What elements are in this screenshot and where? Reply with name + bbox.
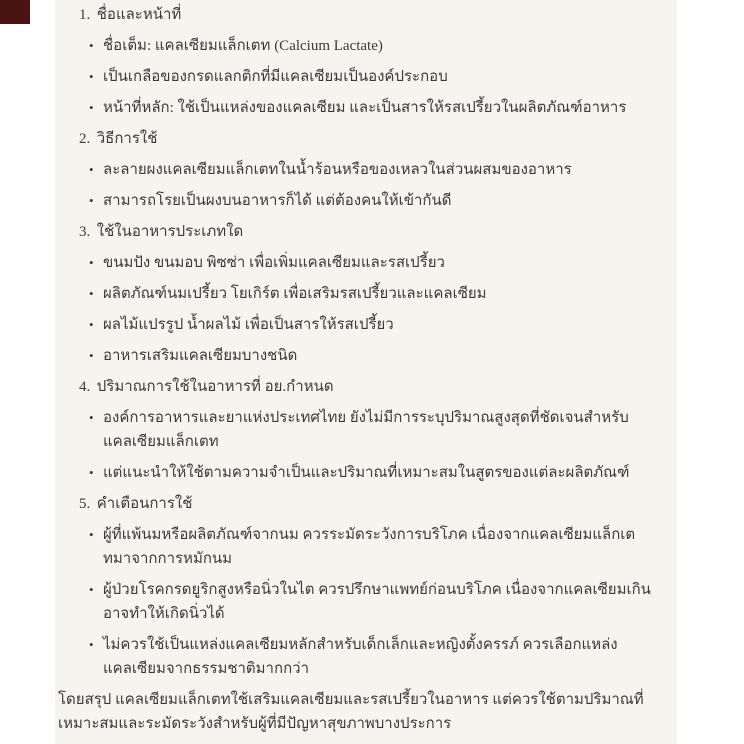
list-item-text: ผลิตภัณฑ์นมเปรี้ยว โยเกิร์ต เพื่อเสริมรสเปรี้ยวและแคลเซียม xyxy=(103,286,487,302)
document-panel xyxy=(55,0,677,744)
section-heading xyxy=(55,220,657,244)
list-item-text: อาหารเสริมแคลเซียมบางชนิด xyxy=(103,348,298,364)
list-item-text: ไม่ควรใช้เป็นแหล่งแคลเซียมหลักสำหรับเด็กเล็กและหญิงตั้งครรภ์ ควรเลือกแหล่งแคลเซียมจากธรรมชาติมากกว่า xyxy=(103,637,618,677)
section-heading xyxy=(55,127,657,151)
list-item-text: ผู้ที่แพ้นมหรือผลิตภัณฑ์จากนม ควรระมัดระวังการบริโภค เนื่องจากแคลเซียมแล็กเตทมาจากการหมักนม xyxy=(103,527,636,567)
list-item xyxy=(55,523,657,571)
section-title: ชื่อและหน้าที่ xyxy=(96,7,182,23)
list-item-text: หน้าที่หลัก: ใช้เป็นแหล่งของแคลเซียม และเป็นสารให้รสเปรี้ยวในผลิตภัณฑ์อาหาร xyxy=(103,100,627,116)
bullet-icon xyxy=(89,523,94,547)
section-number: 1. xyxy=(79,7,91,23)
bullet-icon xyxy=(89,282,94,306)
list-item xyxy=(55,158,657,182)
section-number: 5. xyxy=(79,496,91,512)
list-item xyxy=(55,578,657,626)
summary-paragraph: โดยสรุป แคลเซียมแล็กเตทใช้เสริมแคลเซียมและรสเปรี้ยวในอาหาร แต่ควรใช้ตามปริมาณที่เหมาะสมและระมัดระวังสำหรับผู้ที่มีปัญหาสุขภาพบางประการ xyxy=(58,692,644,732)
list-item xyxy=(55,461,657,485)
list-item xyxy=(55,65,657,89)
section-number: 4. xyxy=(79,379,91,395)
bullet-icon xyxy=(89,313,94,337)
list-item xyxy=(55,633,657,681)
list-item xyxy=(55,344,657,368)
list-item-text: เป็นเกลือของกรดแลกติกที่มีแคลเซียมเป็นองค์ประกอบ xyxy=(103,69,448,85)
bullet-icon xyxy=(89,578,94,602)
list-item-text: ผู้ป่วยโรคกรดยูริกสูงหรือนิ่วในไต ควรปรึกษาแพทย์ก่อนบริโภค เนื่องจากแคลเซียมเกินอาจทำให้เกิดนิ่วได้ xyxy=(103,582,651,622)
list-item xyxy=(55,406,657,454)
bullet-icon xyxy=(89,65,94,89)
section-title: วิธีการใช้ xyxy=(96,131,158,147)
list-item-text: องค์การอาหารและยาแห่งประเทศไทย ยังไม่มีการระบุปริมาณสูงสุดที่ชัดเจนสำหรับแคลเซียมแล็กเตท xyxy=(103,410,629,450)
list-item xyxy=(55,313,657,337)
section-heading xyxy=(55,492,657,516)
bullet-icon xyxy=(89,251,94,275)
list-item xyxy=(55,282,657,306)
list-item-text: สามารถโรยเป็นผงบนอาหารก็ได้ แต่ต้องคนให้เข้ากันดี xyxy=(103,193,452,209)
section-heading xyxy=(55,375,657,399)
section-title: คำเตือนการใช้ xyxy=(96,496,193,512)
list-item-text: ขนมปัง ขนมอบ พิซซ่า เพื่อเพิ่มแคลเซียมและรสเปรี้ยว xyxy=(103,255,445,271)
bullet-icon xyxy=(89,96,94,120)
section-number: 3. xyxy=(79,224,91,240)
list-item-text: ละลายผงแคลเซียมแล็กเตทในน้ำร้อนหรือของเหลวในส่วนผสมของอาหาร xyxy=(103,162,572,178)
bullet-icon xyxy=(89,34,94,58)
bullet-icon xyxy=(89,633,94,657)
bullet-icon xyxy=(89,158,94,182)
section-title: ปริมาณการใช้ในอาหารที่ อย.กำหนด xyxy=(96,379,334,395)
bullet-icon xyxy=(89,406,94,430)
list-item-text: ชื่อเต็ม: แคลเซียมแล็กเตท (Calcium Lactate) xyxy=(103,38,383,54)
bullet-icon xyxy=(89,461,94,485)
list-item xyxy=(55,96,657,120)
list-item xyxy=(55,34,657,58)
corner-badge xyxy=(0,0,30,24)
section-number: 2. xyxy=(79,131,91,147)
list-item-text: แต่แนะนำให้ใช้ตามความจำเป็นและปริมาณที่เหมาะสมในสูตรของแต่ละผลิตภัณฑ์ xyxy=(103,465,630,481)
section-heading xyxy=(55,3,657,27)
list-item xyxy=(55,251,657,275)
list-item xyxy=(55,189,657,213)
section-title: ใช้ในอาหารประเภทใด xyxy=(96,224,244,240)
bullet-icon xyxy=(89,344,94,368)
bullet-icon xyxy=(89,189,94,213)
list-item-text: ผลไม้แปรรูป น้ำผลไม้ เพื่อเป็นสารให้รสเปรี้ยว xyxy=(103,317,394,333)
